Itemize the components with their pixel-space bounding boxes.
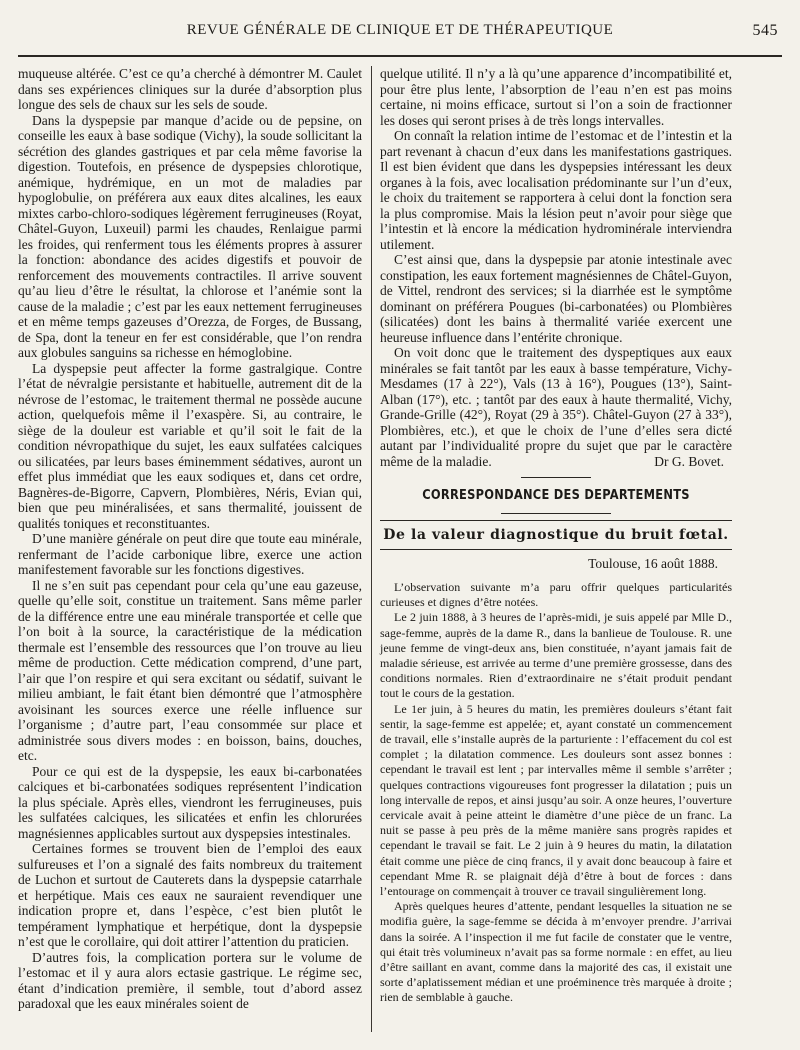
paragraph: Dans la dyspepsie par manque d’acide ou de pepsine, on conseille les eaux à base sodique (Vichy), la soude sollicitant la sécrétion des glandes gastriques et par cela même favorise la digestion. Toutefois, en présence de dyspepsies chlorotique, anémique, hydrémique, en un mot de maladies par hypoglobulie, on préférera aux eaux dites alcalines, les eaux mixtes carbo-chloro-sodiques légèrement ferrugineuses (Royat, Châtel-Guyon, Luxeuil) parmi les chaudes, Renlaigue parmi les froides, qui renferment tous les éléments propres à assurer la fonction: abondance des acides digestifs et pouvoir de renforcement des mouvements contractiles. Il arrive souvent qu’au lieu d’être le résultat, la chlorose et l’anémie sont la cause de la maladie ; c’est par les eaux nettement ferrugineuses et en même temps gazeuses d’Orezza, de Forges, de Bussang, de Spa, dont la teneur en fer est considérable, que l’on rendra aux globules sanguins sa richesse en hémoglobine. <box>18 112 362 360</box>
paragraph: D’autres fois, la complication portera sur le volume de l’estomac et il y aura alors ectasie gastrique. Le régime sec, étant d’indication première, il semble, tout d’abord assez paradoxal que les eaux minérales soient de <box>18 949 362 1011</box>
paragraph: La dyspepsie peut affecter la forme gastralgique. Contre l’état de névralgie persistante et habituelle, autrement dit de la névrose de l’estomac, le traitement thermal ne possède aucune action, quelquefois même il l’exaspère. Si, au contraire, le siège de la douleur est variable et qu’il soit le fait de la condition névropathique du sujet, les eaux sulfatées calciques ou silicatées, par leurs bases éminemment sédatives, auront un effet plus immédiat que les eaux sodiques et, dans cet ordre, Bagnères-de-Bigorre, Capvern, Plombières, Néris, Evian qui, bien que peu minéralisées, et sans thermalité, jouissent de qualités toniques et reconstituantes. <box>18 360 362 531</box>
paragraph: Pour ce qui est de la dyspepsie, les eaux bi-carbonatées calciques et bi-carbonatées sodiques représentent l’indication la plus spéciale. Après elles, viendront les ferrugineuses, puis les sulfatées calciques, les silicatées et enfin les chlorurées magnésiennes applicables surtout aux dyspepsies intestinales. <box>18 763 362 841</box>
article-body <box>380 580 732 1006</box>
paragraph: Il ne s’en suit pas cependant pour cela qu’une eau gazeuse, quelle qu’elle soit, constitue un traitement. Sans même parler de la différence entre une eau minérale transportée et celle que l’on boit à la source, la caractéristique de la médication thermale est l’ensemble des ressources que l’on trouve au lieu même de production. Cette médication comprend, d’une part, l’air que l’on respire et qui sera excitant ou sédatif, suivant le milieu ambiant, le fait étant bien démontré que l’atmosphère avoisinant les sources exerce une réelle influence sur l’organisme ; d’autre part, l’eau consommée sur place et administrée sous divers modes : en boisson, bains, douches, etc. <box>18 577 362 763</box>
paragraph: On voit donc que le traitement des dyspeptiques aux eaux minérales se fait tantôt par les eaux à basse température, Vichy-Mesdames (17 à 22°), Vals (13 à 16°), Pougues (13°), Saint-Alban (17°), etc. ; tantôt par des eaux à haute thermalité, Vichy, Grande-Grille (42°), Royat (29 à 35°). Châtel-Guyon (27 à 33°), Plombières, etc.), et que le choix de l’une d’elles sera dicté autant par l’individualité propre du sujet que par le caractère même de la maladie. <box>380 345 732 469</box>
paragraph: quelque utilité. Il n’y a là qu’une apparence d’incompatibilité et, pour être plus lente, l’absorption de l’eau n’en est pas moins certaine, ni moins efficace, surtout si l’on a soin de fractionner les doses qui seront prises à de très longs intervalles. <box>380 66 732 128</box>
paragraph: Certaines formes se trouvent bien de l’emploi des eaux sulfureuses et l’on a signalé des faits nombreux du traitement de Luchon et surtout de Cauterets dans la dyspepsie catarrhale et herpétique. Mais ces eaux ne sauraient revendiquer une indication propre et, dans l’espèce, c’est bien plutôt le tempérament lymphatique et herpétique, dont la dyspepsie n’est que le corollaire, qui doit attirer l’attention du praticien. <box>18 841 362 949</box>
paragraph: C’est ainsi que, dans la dyspepsie par atonie intestinale avec constipation, les eaux fortement magnésiennes de Châtel-Guyon, de Vittel, rendront des services; si la diarrhée est le symptôme dominant on préférera Pougues (bi-carbonatées) ou Plombières (silicatées) dont les bains à thermalité variée exercent une heureuse influence dans l’entérite chronique. <box>380 252 732 345</box>
separator-rule <box>521 477 591 478</box>
separator-rule <box>380 520 732 521</box>
article-title: De la valeur diagnostique du bruit fœtal. <box>383 527 729 543</box>
page-number: 545 <box>752 22 778 39</box>
author-signature: Dr G. Bovet. <box>654 453 724 469</box>
column-divider <box>371 66 372 1032</box>
right-column <box>380 66 732 1006</box>
paragraph: L’observation suivante m’a paru offrir quelques particularités curieuses et dignes d’être notées. <box>380 580 732 610</box>
paragraph: muqueuse altérée. C’est ce qu’a cherché à démontrer M. Caulet dans ses expériences cliniques sur la durée d’absorption plus longue des sels de chaux sur les sels de soude. <box>18 66 362 112</box>
paragraph: Après quelques heures d’attente, pendant lesquelles la situation ne se modifia guère, la sage-femme se décida à m’envoyer prendre. J’arrivai dans la soirée. A l’inspection il me fut facile de constater que le ventre, qui était très volumineux n’avait pas sa forme normale : en effet, au lieu d’être saillant en avant, comme dans la majorité des cas, il existait une sorte d’aplatissement médian et une proéminence très marquée à droite ; rien de semblable à gauche. <box>380 899 732 1005</box>
paragraph: On connaît la relation intime de l’estomac et de l’intestin et la part revenant à chacun d’eux dans les manifestations gastriques. Il est bien évident que dans les dyspepsies intéressant les deux organes à la fois, avec localisation prédominante sur l’un d’eux, le choix du traitement se rapportera à celui dont la fonction sera la plus compromise. Mais la lésion peut n’avoir pour siège que l’intestin et là encore la médication hydrominérale interviendra utilement. <box>380 128 732 252</box>
section-title: CORRESPONDANCE DES DEPARTEMENTS <box>422 488 690 503</box>
header-rule <box>18 55 782 57</box>
paragraph: Le 2 juin 1888, à 3 heures de l’après-midi, je suis appelé par Mlle D., sage-femme, auprès de la dame R., dans la banlieue de Toulouse. R. une jeune femme de vingt-deux ans, bien constituée, n’ayant jamais fait de maladie sérieuse, est arrivée au terme d’une première grossesse, dans des conditions normales. Rien d’extraordinaire ne s’était produit pendant tout le cours de la gestation. <box>380 610 732 701</box>
separator-rule <box>501 513 611 514</box>
dateline: Toulouse, 16 août 1888. <box>588 556 718 571</box>
paragraph: D’une manière générale on peut dire que toute eau minérale, renfermant de l’acide carbonique libre, exerce une action manifestement favorable sur les fonctions digestives. <box>18 531 362 577</box>
running-head <box>0 22 800 48</box>
journal-title: REVUE GÉNÉRALE DE CLINIQUE ET DE THÉRAPEUTIQUE <box>186 22 614 38</box>
paragraph: Le 1er juin, à 5 heures du matin, les premières douleurs s’étant fait sentir, la sage-femme est appelée; et, ayant constaté un commencement de travail, elle s’installe auprès de la parturiente : l’effacement du col est complet ; la dilatation commence. Les douleurs sont assez bonnes : cependant le travail est lent ; par intervalles même il semble s’arrêter ; quelques contractions vigoureuses font progresser la dilatation ; puis un long intervalle de repos, et ainsi jusqu’au soir. A onze heures, l’ouverture cervicale avait à peine atteint le diamètre d’une pièce de un franc. La nuit se passe à peu près de la même manière sans progrès rapides et cependant le travail se fait. Le 2 juin à 9 heures du matin, la dilatation était comme une pièce de cinq francs, il y avait donc beaucoup à faire et cependant Mme R. se plaignait déjà d’être à bout de forces : dans l’entourage on commençait à trouver ce travail singulièrement long. <box>380 701 732 899</box>
left-column <box>18 66 362 1012</box>
separator-rule <box>380 549 732 550</box>
